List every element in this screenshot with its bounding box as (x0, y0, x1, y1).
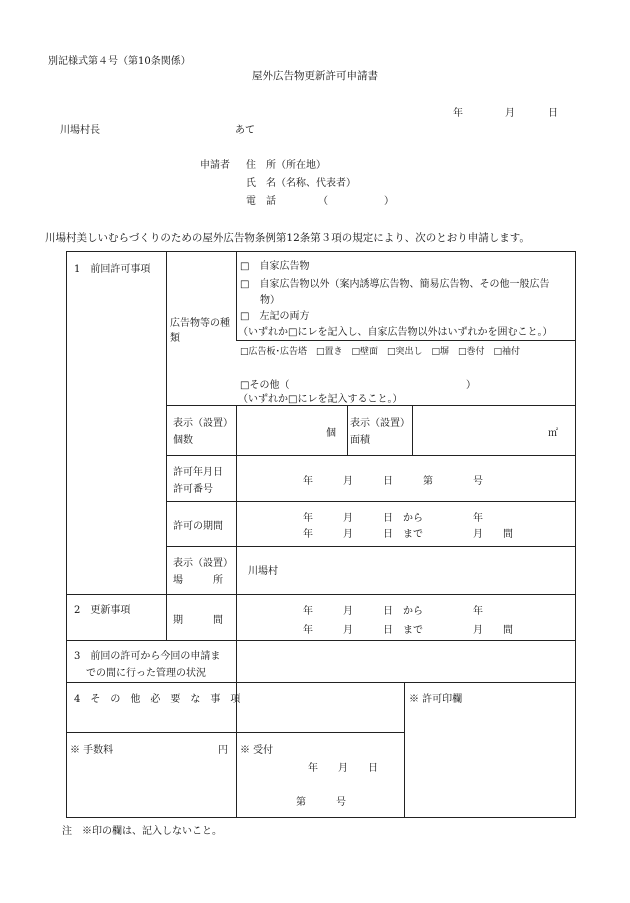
addressee: 川場村長 (60, 125, 100, 136)
note-types: （いずれか□にレを記入すること。） (238, 394, 403, 405)
applicant-address-label: 住 所（所在地） (246, 160, 326, 171)
date-month-label: 月 (505, 108, 515, 119)
place-value: 川場村 (248, 566, 278, 577)
count-label-2: 個数 (173, 435, 193, 446)
period-label: 許可の期間 (173, 521, 223, 532)
renewal-period-to: 年 月 日 まで 月 間 (303, 625, 513, 636)
fee-unit: 円 (218, 745, 228, 756)
types-other-checkbox[interactable]: □その他（ (240, 380, 290, 391)
phone-paren-close: ） (384, 196, 394, 207)
receipt-number: 第 号 (296, 797, 346, 808)
types-row[interactable]: □広告板･広告塔 □置き □壁面 □突出し □塀 □巻付 □袖付 (240, 347, 521, 357)
stamp-field-label: ※ 許可印欄 (409, 694, 463, 705)
date-year-label: 年 (453, 108, 463, 119)
page-title: 屋外広告物更新許可申請書 (252, 70, 378, 82)
area-label-1: 表示（設置） (350, 418, 410, 429)
note-kind: （いずれか□にレを記入し、自家広告物以外はいずれかを囲むこと。） (238, 327, 553, 338)
kind-label-text: 広告物等の種 類 (170, 318, 230, 344)
permit-date-number: 年 月 日 第 号 (303, 476, 483, 487)
count-unit: 個 (326, 428, 336, 439)
section2-label: 2 更新事項 (74, 605, 131, 616)
applicant-label: 申請者 (200, 160, 230, 171)
section3-label-1: 3 前回の許可から今回の申請ま (74, 651, 221, 662)
form-number: 別記様式第４号（第10条関係） (48, 56, 191, 67)
date-day-label: 日 (548, 108, 558, 119)
applicant-phone-label: 電 話 (246, 196, 276, 207)
phone-paren-open: （ (318, 196, 328, 207)
kind-label (170, 314, 230, 344)
place-label-1: 表示（設置） (173, 558, 233, 569)
addressee-suffix: あて (235, 125, 255, 136)
area-label-2: 面積 (350, 435, 370, 446)
permit-label-2: 許可番号 (173, 484, 213, 495)
permit-label-1: 許可年月日 (173, 467, 223, 478)
area-unit: ㎡ (548, 428, 558, 439)
applicant-name-label: 氏 名（名称、代表者） (246, 178, 356, 189)
intro-text: 川場村美しいむらづくりのための屋外広告物条例第12条第３項の規定により、次のとおり申請します。 (45, 232, 530, 244)
section4-label: 4 そ の 他 必 要 な 事 項 (74, 694, 241, 705)
option-both-checkbox[interactable]: □ 左記の両方 (240, 311, 310, 322)
receipt-date: 年 月 日 (308, 763, 378, 774)
option-own-checkbox[interactable]: □ 自家広告物 (240, 261, 310, 272)
count-label-1: 表示（設置） (173, 418, 233, 429)
fee-label: ※ 手数料 (70, 745, 114, 756)
renewal-period-label: 期 間 (173, 615, 223, 626)
types-other-close: ） (466, 380, 476, 391)
receipt-label: ※ 受付 (240, 745, 274, 756)
option-other-checkbox[interactable]: □ 自家広告物以外（案内誘導広告物、簡易広告物、その他一般広告 (240, 279, 550, 290)
place-label-2: 場 所 (173, 575, 223, 586)
section1-label: 1 前回許可事項 (74, 264, 151, 275)
footer-note: 注 ※印の欄は、記入しないこと。 (62, 826, 222, 837)
period-from: 年 月 日 から 年 (303, 513, 483, 524)
section3-label-2: での間に行った管理の状況 (86, 668, 206, 679)
period-to: 年 月 日 まで 月 間 (303, 529, 513, 540)
option-other-line2: 物） (260, 295, 280, 306)
renewal-period-from: 年 月 日 から 年 (303, 606, 483, 617)
